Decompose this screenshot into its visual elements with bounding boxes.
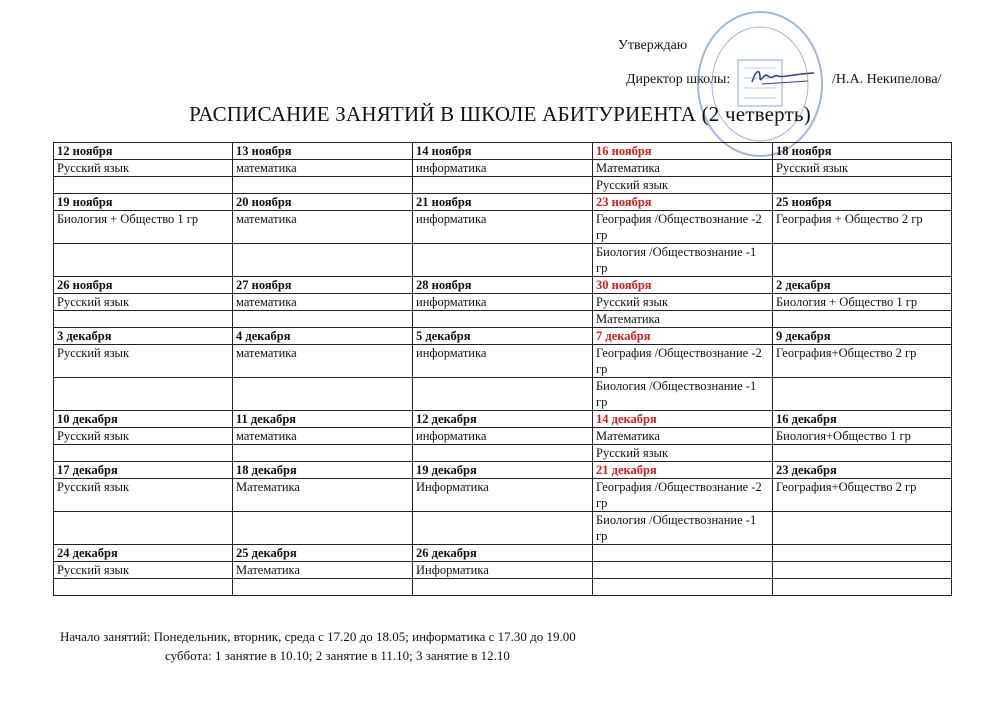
- lesson-cell: [413, 579, 593, 596]
- lesson-cell: [54, 244, 233, 277]
- lesson-cell: Математика: [593, 311, 773, 328]
- date-cell: 17 декабря: [54, 462, 233, 479]
- date-row: [54, 545, 952, 562]
- date-cell: 21 ноября: [413, 194, 593, 211]
- lesson-cell: [773, 445, 952, 462]
- date-cell: 28 ноября: [413, 277, 593, 294]
- lesson-cell: математика: [233, 345, 413, 378]
- lesson-row: [54, 160, 952, 177]
- lesson-cell: Биология /Обществознание -1 гр: [593, 378, 773, 411]
- date-cell: 9 декабря: [773, 328, 952, 345]
- lesson-cell: [233, 579, 413, 596]
- lesson-cell: информатика: [413, 211, 593, 244]
- lesson-cell: География /Обществознание -2 гр: [593, 479, 773, 512]
- date-cell: 12 декабря: [413, 411, 593, 428]
- school-stamp: [694, 8, 826, 160]
- date-cell: [773, 545, 952, 562]
- date-row: [54, 328, 952, 345]
- lesson-cell: [773, 244, 952, 277]
- lesson-row: [54, 562, 952, 579]
- lesson-cell: информатика: [413, 160, 593, 177]
- date-cell: 13 ноября: [233, 143, 413, 160]
- lesson-cell: Русский язык: [54, 562, 233, 579]
- date-cell: 14 ноября: [413, 143, 593, 160]
- date-cell: 5 декабря: [413, 328, 593, 345]
- date-cell: 16 декабря: [773, 411, 952, 428]
- date-cell: 26 ноября: [54, 277, 233, 294]
- lesson-cell: Биология+Общество 1 гр: [773, 428, 952, 445]
- saturday-date-cell: 21 декабря: [593, 462, 773, 479]
- lesson-cell: Русский язык: [593, 177, 773, 194]
- lesson-cell: [773, 378, 952, 411]
- saturday-date-cell: 16 ноября: [593, 143, 773, 160]
- date-cell: 18 декабря: [233, 462, 413, 479]
- date-cell: 19 декабря: [413, 462, 593, 479]
- lesson-cell: Математика: [233, 562, 413, 579]
- lesson-cell: [233, 378, 413, 411]
- saturday-date-cell: 30 ноября: [593, 277, 773, 294]
- lesson-cell: Биология + Общество 1 гр: [773, 294, 952, 311]
- date-cell: 12 ноября: [54, 143, 233, 160]
- lesson-cell: информатика: [413, 294, 593, 311]
- date-row: [54, 143, 952, 160]
- notes-line-saturday: суббота: 1 занятие в 10.10; 2 занятие в 11.10; 3 занятие в 12.10: [165, 648, 510, 663]
- date-cell: 23 декабря: [773, 462, 952, 479]
- date-cell: 26 декабря: [413, 545, 593, 562]
- lesson-cell: Математика: [593, 428, 773, 445]
- lesson-cell: [773, 512, 952, 545]
- lesson-cell: [773, 562, 952, 579]
- lesson-cell: математика: [233, 211, 413, 244]
- lesson-cell: Биология /Обществознание -1 гр: [593, 512, 773, 545]
- lesson-cell: [54, 445, 233, 462]
- lesson-cell: Биология /Обществознание -1 гр: [593, 244, 773, 277]
- lesson-cell: [233, 512, 413, 545]
- lesson-row: [54, 378, 952, 411]
- date-row: [54, 194, 952, 211]
- date-cell: 18 ноября: [773, 143, 952, 160]
- lesson-cell: [413, 311, 593, 328]
- lesson-cell: Русский язык: [54, 428, 233, 445]
- date-cell: 10 декабря: [54, 411, 233, 428]
- lesson-cell: [773, 311, 952, 328]
- lesson-row: [54, 479, 952, 512]
- saturday-date-cell: 7 декабря: [593, 328, 773, 345]
- date-cell: 4 декабря: [233, 328, 413, 345]
- lesson-row: [54, 294, 952, 311]
- lesson-cell: математика: [233, 160, 413, 177]
- date-cell: 27 ноября: [233, 277, 413, 294]
- lesson-cell: [233, 311, 413, 328]
- lesson-cell: [54, 177, 233, 194]
- page-title: РАСПИСАНИЕ ЗАНЯТИЙ В ШКОЛЕ АБИТУРИЕНТА (2 четверть): [189, 102, 811, 126]
- lesson-cell: Биология + Общество 1 гр: [54, 211, 233, 244]
- lesson-cell: География /Обществознание -2 гр: [593, 345, 773, 378]
- saturday-date-cell: 14 декабря: [593, 411, 773, 428]
- lesson-cell: информатика: [413, 345, 593, 378]
- date-row: [54, 411, 952, 428]
- lesson-cell: [773, 177, 952, 194]
- date-row: [54, 462, 952, 479]
- lesson-row: [54, 428, 952, 445]
- lesson-cell: [233, 177, 413, 194]
- date-cell: 25 ноября: [773, 194, 952, 211]
- lesson-cell: Русский язык: [54, 345, 233, 378]
- date-cell: 20 ноября: [233, 194, 413, 211]
- schedule-table: [53, 142, 952, 596]
- director-label: Директор школы:: [626, 72, 731, 87]
- lesson-cell: Русский язык: [593, 294, 773, 311]
- lesson-cell: Русский язык: [54, 294, 233, 311]
- lesson-cell: Русский язык: [773, 160, 952, 177]
- date-cell: 19 ноября: [54, 194, 233, 211]
- saturday-date-cell: [593, 545, 773, 562]
- director-name: /Н.А. Некипелова/: [832, 72, 942, 87]
- lesson-cell: математика: [233, 428, 413, 445]
- lesson-cell: Русский язык: [593, 445, 773, 462]
- lesson-cell: информатика: [413, 428, 593, 445]
- lesson-cell: [413, 177, 593, 194]
- lesson-row: [54, 177, 952, 194]
- lesson-cell: Информатика: [413, 479, 593, 512]
- lesson-cell: География /Обществознание -2 гр: [593, 211, 773, 244]
- lesson-cell: География+Общество 2 гр: [773, 345, 952, 378]
- date-cell: 3 декабря: [54, 328, 233, 345]
- date-cell: 2 декабря: [773, 277, 952, 294]
- lesson-cell: Русский язык: [54, 479, 233, 512]
- lesson-row: [54, 211, 952, 244]
- lesson-cell: [54, 512, 233, 545]
- lesson-cell: Информатика: [413, 562, 593, 579]
- lesson-row: [54, 579, 952, 596]
- lesson-row: [54, 512, 952, 545]
- lesson-cell: [413, 512, 593, 545]
- lesson-cell: Математика: [233, 479, 413, 512]
- date-cell: 24 декабря: [54, 545, 233, 562]
- lesson-cell: [773, 579, 952, 596]
- notes-line-weekdays: Начало занятий: Понедельник, вторник, среда с 17.20 до 18.05; информатика с 17.30 до 19.00: [60, 629, 576, 644]
- lesson-cell: [593, 562, 773, 579]
- lesson-cell: [54, 311, 233, 328]
- date-cell: 11 декабря: [233, 411, 413, 428]
- lesson-cell: [413, 445, 593, 462]
- lesson-cell: [413, 378, 593, 411]
- lesson-row: [54, 345, 952, 378]
- saturday-date-cell: 23 ноября: [593, 194, 773, 211]
- lesson-cell: [233, 244, 413, 277]
- date-cell: 25 декабря: [233, 545, 413, 562]
- lesson-row: [54, 445, 952, 462]
- lesson-cell: [413, 244, 593, 277]
- schedule-notes: [60, 627, 576, 665]
- lesson-cell: Русский язык: [54, 160, 233, 177]
- lesson-cell: [233, 445, 413, 462]
- lesson-cell: География + Общество 2 гр: [773, 211, 952, 244]
- lesson-cell: [54, 378, 233, 411]
- approve-label: Утверждаю: [618, 38, 688, 53]
- lesson-cell: [54, 579, 233, 596]
- lesson-cell: математика: [233, 294, 413, 311]
- date-row: [54, 277, 952, 294]
- lesson-cell: Математика: [593, 160, 773, 177]
- lesson-cell: [593, 579, 773, 596]
- lesson-row: [54, 244, 952, 277]
- lesson-row: [54, 311, 952, 328]
- lesson-cell: География+Общество 2 гр: [773, 479, 952, 512]
